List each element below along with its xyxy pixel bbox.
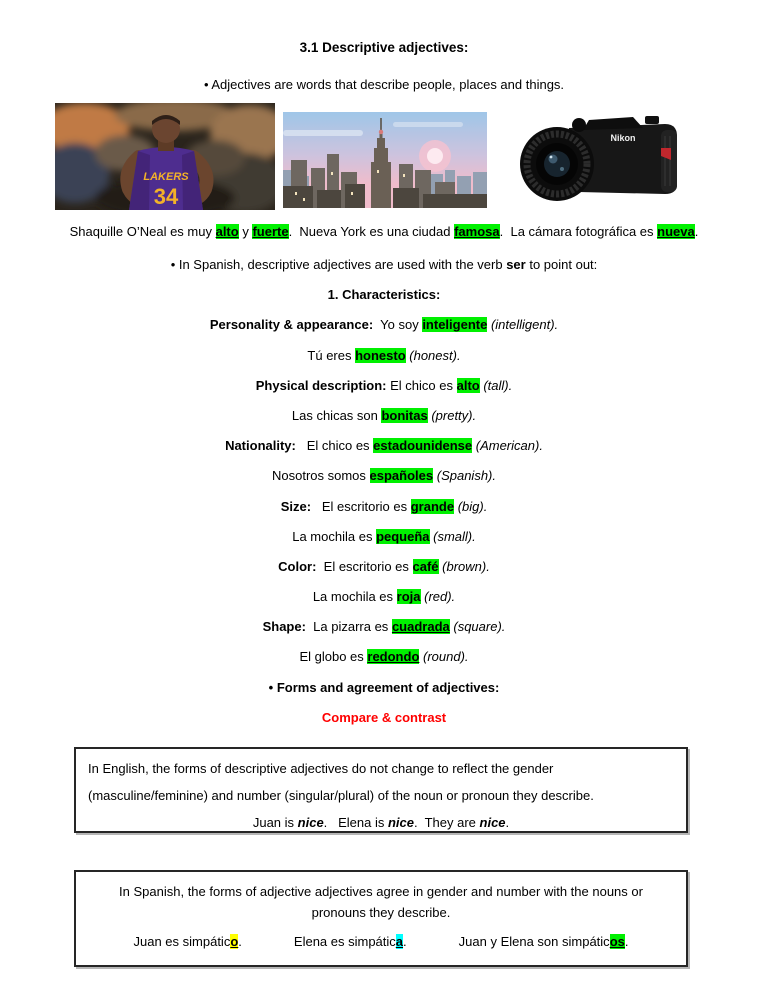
highlight-estadounidense: estadounidense <box>373 438 473 454</box>
nice-1: nice <box>297 815 324 830</box>
page-title: 3.1 Descriptive adjectives: <box>299 40 469 55</box>
example-line-shape: Shape: La pizarra es cuadrada (square). <box>262 619 506 635</box>
highlight-alto-2: alto <box>456 377 480 393</box>
example-line-color: Color: El escritorio es café (brown). <box>278 558 490 574</box>
compare-contrast-heading: Compare & contrast <box>321 709 447 725</box>
intro-bullet: • Adjectives are words that describe people, places and things. <box>203 77 565 92</box>
characteristics-heading: 1. Characteristics: <box>327 287 441 303</box>
highlight-honesto: honesto <box>355 347 406 363</box>
ser-bullet: • In Spanish, descriptive adjectives are used with the verb ser to point out: <box>170 257 598 272</box>
highlight-espanoles: españoles <box>369 468 434 484</box>
highlight-grande: grande <box>410 498 455 514</box>
jersey-text: LAKERS <box>143 171 189 183</box>
camera-brand-text: Nikon <box>610 133 636 143</box>
lesson-body <box>0 250 768 733</box>
ser-verb: ser <box>506 257 526 272</box>
example-line-roja: La mochila es roja (red). <box>312 589 456 605</box>
example-line-nationality: Nationality: El chico es estadounidense (American). <box>225 438 543 454</box>
example-line-espanoles: Nosotros somos españoles (Spanish). <box>271 468 496 484</box>
example-line-bonitas: Las chicas son bonitas (pretty). <box>291 407 477 423</box>
photo-row <box>55 103 685 210</box>
highlight-ending-a: a <box>395 934 404 949</box>
example-line-honesto: Tú eres honesto (honest). <box>307 347 461 363</box>
jersey-number: 34 <box>153 184 179 209</box>
english-rule-line1: In English, the forms of descriptive adjectives do not change to reflect the gender <box>88 761 554 776</box>
caption-text: Shaquille O’Neal es muy <box>69 224 216 239</box>
example-line-physical: Physical description: El chico es alto (tall). <box>255 377 513 393</box>
spanish-rule-line1: In Spanish, the forms of adjective adjectives agree in gender and number with the nouns or pronouns they describe. <box>119 884 643 920</box>
example-simpatica: Elena es simpática. <box>293 934 407 949</box>
example-line-personality: Personality & appearance: Yo soy inteligente (intelligent). <box>209 317 559 333</box>
camera-photo <box>505 108 685 205</box>
example-simpaticos: Juan y Elena son simpáticos. <box>458 934 629 949</box>
highlight-famosa: famosa <box>454 224 500 239</box>
forms-bullet: • Forms and agreement of adjectives: <box>268 679 500 695</box>
highlight-roja: roja <box>396 589 421 605</box>
highlight-bonitas: bonitas <box>381 407 428 423</box>
example-line-size: Size: El escritorio es grande (big). <box>280 498 488 514</box>
highlight-ending-o: o <box>230 934 239 949</box>
highlight-inteligente: inteligente <box>422 317 488 333</box>
new-york-photo <box>283 112 487 208</box>
highlight-fuerte: fuerte <box>252 224 289 239</box>
nice-3: nice <box>479 815 506 830</box>
shaquille-oneal-photo <box>55 103 275 210</box>
english-examples: Juan is nice. Elena is nice. They are nice. <box>252 815 510 830</box>
highlight-pequena: pequeña <box>376 528 430 544</box>
highlight-cafe: café <box>412 558 439 574</box>
highlight-alto: alto <box>215 224 239 239</box>
highlight-ending-os: os <box>609 934 625 949</box>
highlight-nueva: nueva <box>657 224 695 239</box>
spanish-examples <box>94 934 668 949</box>
example-line-pequena: La mochila es pequeña (small). <box>292 528 476 544</box>
english-rule-line2: (masculine/feminine) and number (singular/plural) of the noun or pronoun they describe. <box>88 788 594 803</box>
photo-caption: Shaquille O’Neal es muy alto y fuerte. Nueva York es una ciudad famosa. La cámara fotográfica es nueva. <box>69 224 699 239</box>
spanish-rule-box <box>74 870 688 967</box>
nice-2: nice <box>387 815 414 830</box>
english-rule-box <box>74 747 688 833</box>
highlight-cuadrada: cuadrada <box>391 619 450 635</box>
example-line-redondo: El globo es redondo (round). <box>299 649 469 665</box>
example-simpatico: Juan es simpático. <box>133 934 242 949</box>
highlight-redondo: redondo <box>367 649 420 665</box>
